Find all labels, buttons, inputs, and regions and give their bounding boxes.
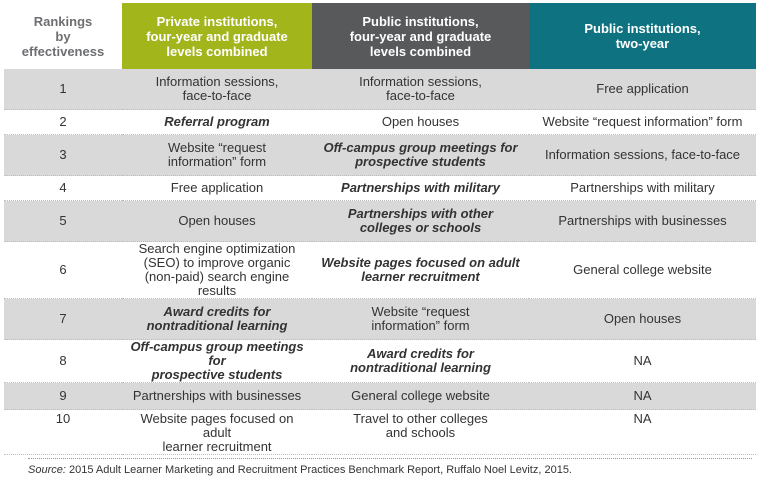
public-four-year-cell: Information sessions, face-to-face xyxy=(312,69,529,110)
rank-number: 2 xyxy=(4,110,122,135)
table-row xyxy=(4,201,756,242)
table-header-row xyxy=(4,3,756,69)
public-two-year-cell: Website “request information” form xyxy=(529,110,756,135)
header-private-four-year: Private institutions, four-year and graduate levels combined xyxy=(122,3,312,69)
public-two-year-cell: Information sessions, face-to-face xyxy=(529,135,756,176)
rank-number: 6 xyxy=(4,242,122,299)
public-two-year-cell: NA xyxy=(529,410,756,455)
private-cell: Free application xyxy=(122,176,312,201)
private-cell: Information sessions, face-to-face xyxy=(122,69,312,110)
rank-number: 9 xyxy=(4,383,122,410)
header-public-four-year: Public institutions, four-year and graduate levels combined xyxy=(312,3,529,69)
table-row xyxy=(4,340,756,383)
table-row xyxy=(4,135,756,176)
rank-number: 4 xyxy=(4,176,122,201)
private-cell: Referral program xyxy=(122,110,312,135)
public-four-year-cell: Award credits for nontraditional learning xyxy=(312,340,529,383)
table-row xyxy=(4,110,756,135)
private-cell: Website “request information” form xyxy=(122,135,312,176)
private-cell: Award credits for nontraditional learning xyxy=(122,299,312,340)
header-rankings: Rankings by effectiveness xyxy=(4,3,122,69)
source-text: 2015 Adult Learner Marketing and Recruitment Practices Benchmark Report, Ruffalo Noel Levitz, 2015. xyxy=(65,464,572,476)
table-row xyxy=(4,242,756,299)
public-four-year-cell: Off-campus group meetings for prospective students xyxy=(312,135,529,176)
public-four-year-cell: Travel to other colleges and schools xyxy=(312,410,529,455)
header-public-two-year: Public institutions, two-year xyxy=(529,3,756,69)
source-label: Source: xyxy=(28,464,66,476)
table-row xyxy=(4,299,756,340)
rank-number: 7 xyxy=(4,299,122,340)
public-two-year-cell: Partnerships with businesses xyxy=(529,201,756,242)
public-four-year-cell: Website “request information” form xyxy=(312,299,529,340)
public-two-year-cell: Partnerships with military xyxy=(529,176,756,201)
rank-number: 8 xyxy=(4,340,122,383)
public-four-year-cell: Open houses xyxy=(312,110,529,135)
rank-number: 5 xyxy=(4,201,122,242)
public-two-year-cell: NA xyxy=(529,383,756,410)
private-cell: Website pages focused on adult learner recruitment xyxy=(122,410,312,455)
table-row xyxy=(4,410,756,455)
rank-number: 3 xyxy=(4,135,122,176)
public-two-year-cell: Open houses xyxy=(529,299,756,340)
source-note xyxy=(28,464,572,476)
private-cell: Search engine optimization (SEO) to improve organic (non-paid) search engine results xyxy=(122,242,312,299)
table-row xyxy=(4,176,756,201)
public-four-year-cell: Partnerships with other colleges or schools xyxy=(312,201,529,242)
rankings-table xyxy=(4,3,756,455)
source-divider xyxy=(28,458,752,459)
public-four-year-cell: Website pages focused on adult learner recruitment xyxy=(312,242,529,299)
public-two-year-cell: Free application xyxy=(529,69,756,110)
private-cell: Open houses xyxy=(122,201,312,242)
public-two-year-cell: NA xyxy=(529,340,756,383)
rank-number: 1 xyxy=(4,69,122,110)
private-cell: Partnerships with businesses xyxy=(122,383,312,410)
table-row xyxy=(4,69,756,110)
public-four-year-cell: General college website xyxy=(312,383,529,410)
rank-number: 10 xyxy=(4,410,122,455)
table-row xyxy=(4,383,756,410)
public-two-year-cell: General college website xyxy=(529,242,756,299)
public-four-year-cell: Partnerships with military xyxy=(312,176,529,201)
private-cell: Off-campus group meetings for prospective students xyxy=(122,340,312,383)
